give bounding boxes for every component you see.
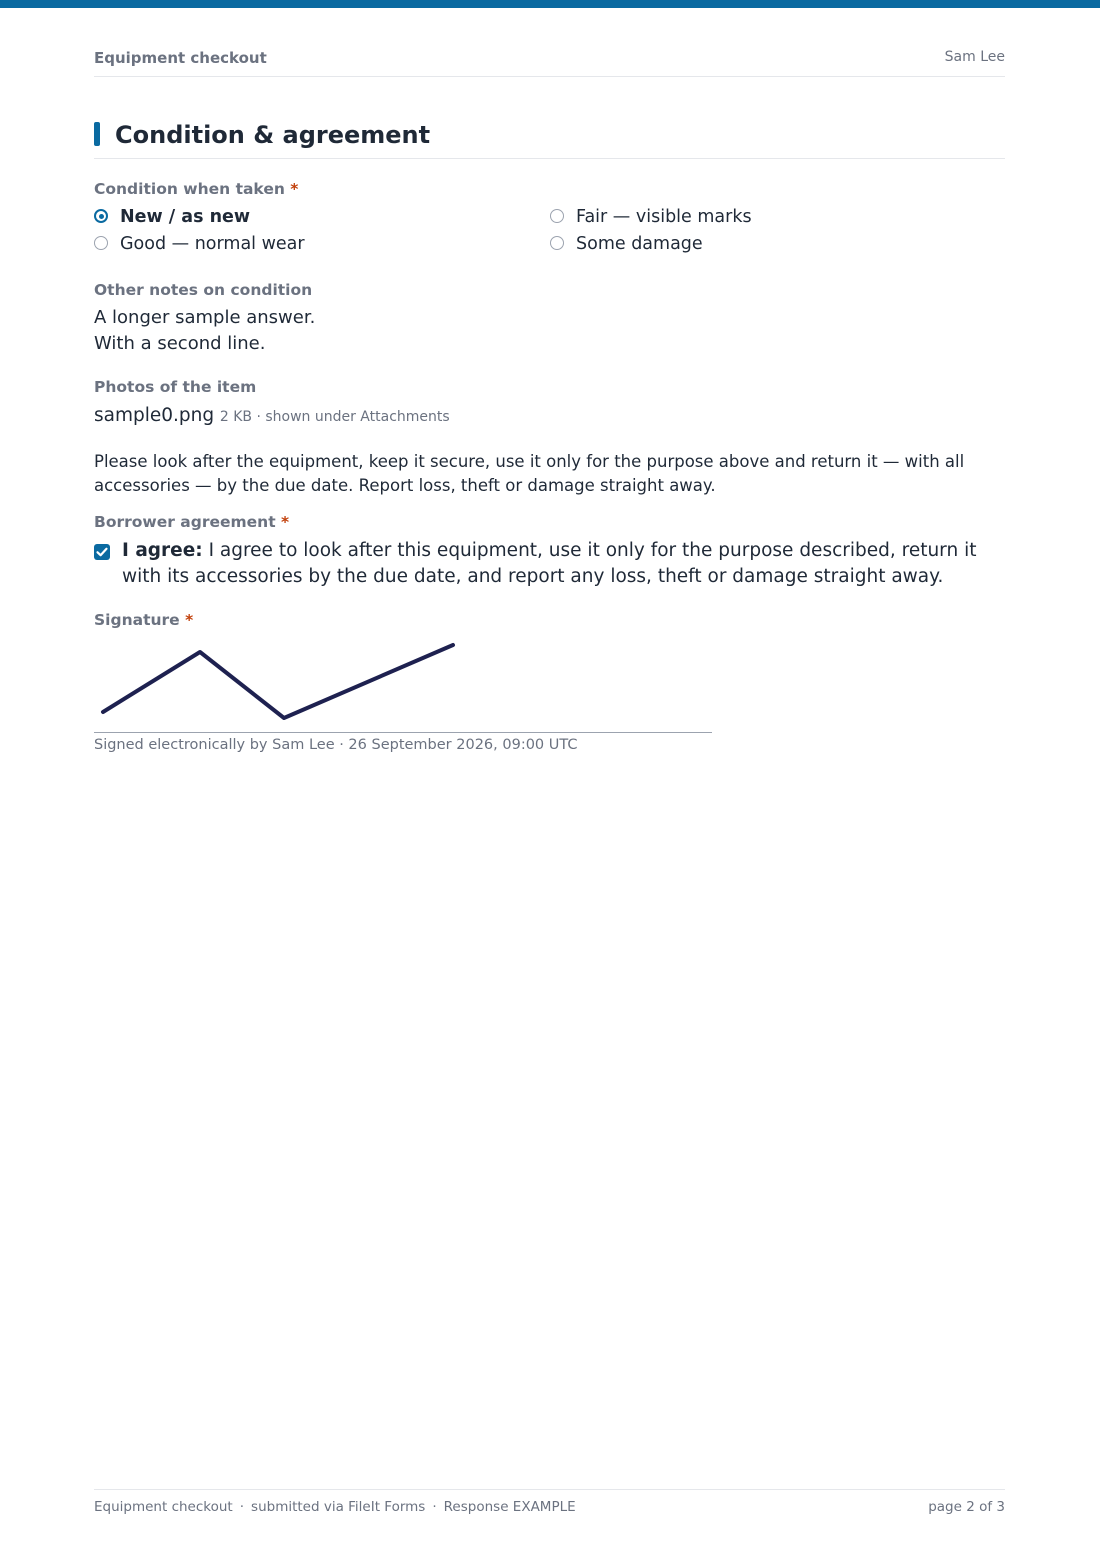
radio-option-label: New / as new bbox=[120, 207, 251, 227]
page-number: page 2 of 3 bbox=[928, 1499, 1005, 1515]
footer-info bbox=[94, 1499, 576, 1515]
notes-label: Other notes on condition bbox=[94, 281, 313, 299]
checkmark-icon bbox=[94, 544, 110, 560]
radio-unselected-icon bbox=[550, 209, 564, 223]
radio-unselected-icon bbox=[94, 236, 108, 250]
radio-option-label: Good — normal wear bbox=[120, 234, 305, 254]
radio-selected-icon bbox=[94, 209, 108, 223]
notes-answer bbox=[94, 305, 315, 357]
radio-unselected-icon bbox=[550, 236, 564, 250]
required-mark: * bbox=[290, 180, 299, 198]
signature-label bbox=[94, 611, 193, 629]
condition-label bbox=[94, 180, 298, 198]
photos-label: Photos of the item bbox=[94, 378, 257, 396]
file-meta: 2 KB · shown under Attachments bbox=[219, 409, 450, 425]
signature-label-text: Signature bbox=[94, 611, 180, 629]
top-accent-bar bbox=[0, 0, 1100, 8]
condition-label-text: Condition when taken bbox=[94, 180, 285, 198]
user-name: Sam Lee bbox=[944, 49, 1005, 65]
agreement-label bbox=[94, 513, 289, 531]
footer-response: Response EXAMPLE bbox=[443, 1499, 576, 1515]
agreement-lead: I agree: bbox=[122, 540, 203, 561]
agreement-text bbox=[122, 538, 1005, 590]
footer-separator: · bbox=[432, 1499, 437, 1515]
page-footer bbox=[94, 1489, 1005, 1520]
agreement-label-text: Borrower agreement bbox=[94, 513, 276, 531]
required-mark: * bbox=[281, 513, 290, 531]
section-accent-bar bbox=[94, 122, 100, 146]
footer-submitted-via: submitted via FileIt Forms bbox=[251, 1499, 426, 1515]
form-title: Equipment checkout bbox=[94, 49, 267, 67]
footer-separator: · bbox=[239, 1499, 245, 1515]
notes-line-2: With a second line. bbox=[94, 333, 266, 354]
required-mark: * bbox=[185, 611, 194, 629]
footer-form-name: Equipment checkout bbox=[94, 1499, 233, 1515]
photo-attachment bbox=[94, 403, 450, 430]
signature-box bbox=[94, 638, 712, 733]
instructions-paragraph: Please look after the equipment, keep it secure, use it only for the purpose above and return it — with all accessories — by the due date. Report loss, theft or damage straight away. bbox=[94, 452, 965, 495]
page-header bbox=[94, 47, 1005, 77]
notes-line-1: A longer sample answer. bbox=[94, 307, 316, 328]
section-header bbox=[94, 116, 1005, 159]
radio-option-label: Fair — visible marks bbox=[576, 207, 752, 227]
checkbox-checked-icon[interactable] bbox=[94, 544, 110, 560]
file-name[interactable]: sample0.png bbox=[94, 405, 215, 426]
section-title: Condition & agreement bbox=[115, 121, 431, 149]
radio-option-label: Some damage bbox=[576, 234, 703, 254]
signature-caption: Signed electronically by Sam Lee · 26 September 2026, 09:00 UTC bbox=[94, 737, 578, 753]
signature-drawing bbox=[94, 638, 712, 732]
agreement-body: I agree to look after this equipment, use it only for the purpose described, return it with its accessories by the due date, and report any loss, theft or damage straight away. bbox=[122, 540, 977, 587]
